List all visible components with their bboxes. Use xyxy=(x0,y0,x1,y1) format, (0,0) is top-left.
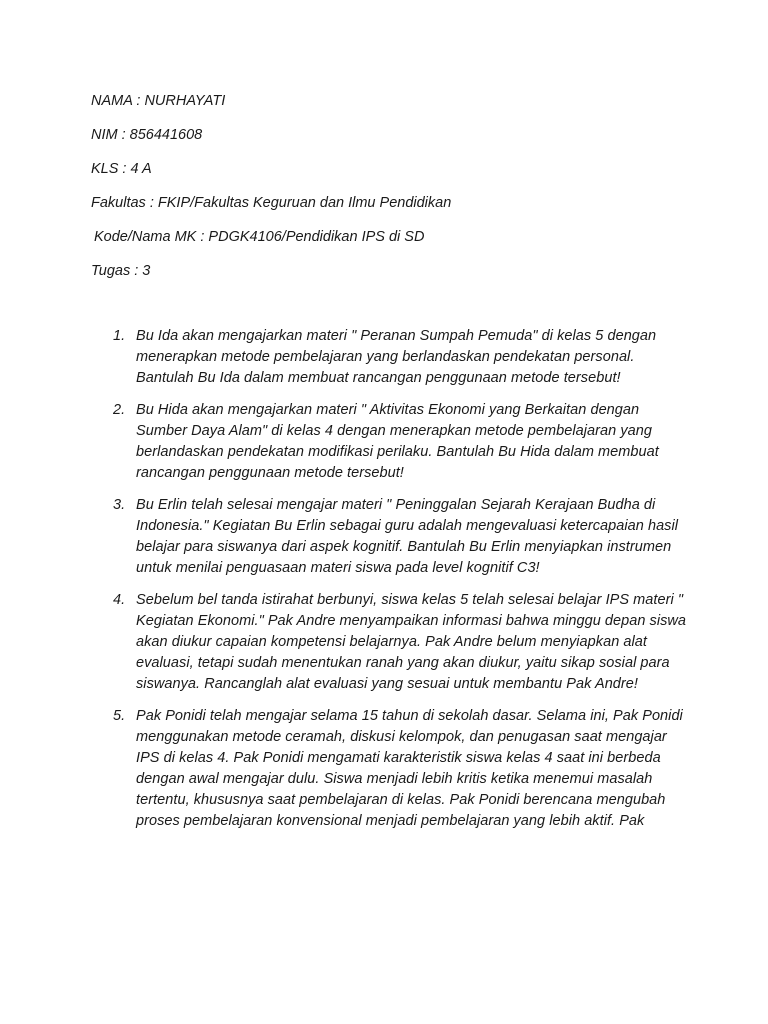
list-item xyxy=(113,706,693,832)
list-item xyxy=(113,326,693,389)
task-list xyxy=(113,326,693,843)
list-item xyxy=(113,495,693,579)
student-info-header xyxy=(91,92,711,296)
assignment-number: Tugas : 3 xyxy=(91,263,151,279)
task-text: Bu Erlin telah selesai mengajar materi " Peninggalan Sejarah Kerajaan Budha di Indonesia." Kegiatan Bu Erlin sebagai guru adalah mengevaluasi ketercapaian hasil belajar para siswanya dari aspek kognitif. Bantulah Bu Erlin menyiapkan instrumen untuk menilai penguasaan materi siswa pada level kognitif C3! xyxy=(136,497,679,576)
course-code-name: Kode/Nama MK : PDGK4106/Pendidikan IPS di SD xyxy=(94,229,425,245)
task-number: 3. xyxy=(113,497,126,513)
task-text: Pak Ponidi telah mengajar selama 15 tahun di sekolah dasar. Selama ini, Pak Ponidi menggunakan metode ceramah, diskusi kelompok, dan penugasan saat mengajar IPS di kelas 4. Pak Ponidi mengamati karakteristik siswa kelas 4 saat ini berbeda dengan awal mengajar dulu. Siswa menjadi lebih kritis ketika menemui masalah tertentu, khususnya saat pembelajaran di kelas. Pak Ponidi berencana mengubah proses pembelajaran konvensional menjadi pembelajaran yang lebih aktif. Pak xyxy=(136,708,683,829)
task-number: 2. xyxy=(113,402,126,418)
task-text: Sebelum bel tanda istirahat berbunyi, siswa kelas 5 telah selesai belajar IPS materi " Kegiatan Ekonomi." Pak Andre menyampaikan informasi bahwa minggu depan siswa akan diukur capaian kompetensi belajarnya. Pak Andre belum menyiapkan alat evaluasi, tetapi sudah menentukan ranah yang akan diukur, yaitu sikap sosial para siswanya. Rancanglah alat evaluasi yang sesuai untuk membantu Pak Andre! xyxy=(136,592,687,692)
task-number: 4. xyxy=(113,592,126,608)
faculty: Fakultas : FKIP/Fakultas Keguruan dan Ilmu Pendidikan xyxy=(91,195,452,211)
student-class: KLS : 4 A xyxy=(91,161,152,177)
task-text: Bu Ida akan mengajarkan materi " Peranan Sumpah Pemuda" di kelas 5 dengan menerapkan metode pembelajaran yang berlandaskan pendekatan personal. Bantulah Bu Ida dalam membuat rancangan penggunaan metode tersebut! xyxy=(136,328,657,386)
task-number: 1. xyxy=(113,328,126,344)
list-item xyxy=(113,400,693,484)
student-nim: NIM : 856441608 xyxy=(91,127,203,143)
task-number: 5. xyxy=(113,708,126,724)
task-text: Bu Hida akan mengajarkan materi " Aktivitas Ekonomi yang Berkaitan dengan Sumber Daya Alam" di kelas 4 dengan menerapkan metode pembelajaran yang berlandaskan pendekatan modifikasi perilaku. Bantulah Bu Hida dalam membuat rancangan penggunaan metode tersebut! xyxy=(136,402,659,481)
student-name: NAMA : NURHAYATI xyxy=(91,93,226,109)
list-item xyxy=(113,590,693,695)
